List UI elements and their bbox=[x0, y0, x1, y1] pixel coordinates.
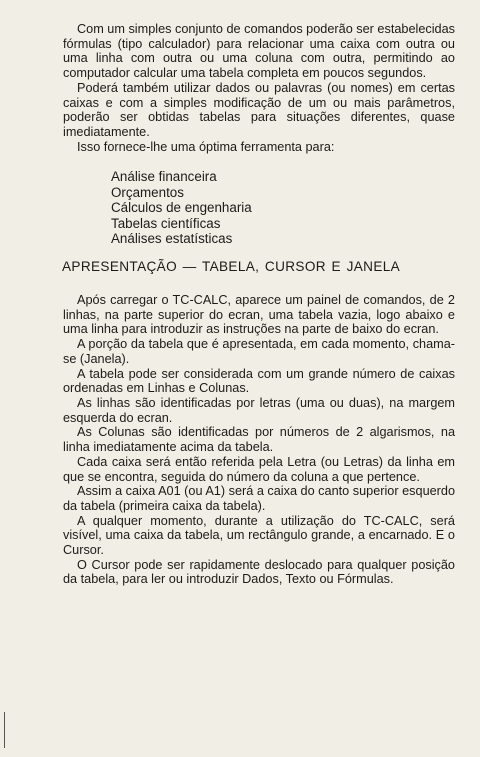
body-paragraph: A porção da tabela que é apresentada, em cada momento, chama-se (Janela). bbox=[63, 337, 455, 366]
intro-paragraph-1: Com um simples conjunto de comandos poderão ser estabelecidas fórmulas (tipo calculador) para relacionar uma caixa com outra ou uma linha com outra ou uma coluna com outra, permitindo ao computador calcular uma tabela completa em poucos segundos. bbox=[63, 22, 456, 81]
body-paragraph: A tabela pode ser considerada com um grande número de caixas ordenadas em Linhas e Colunas. bbox=[63, 366, 455, 396]
body-paragraph: Cada caixa será então referida pela Letra (ou Letras) da linha em que se encontra, seguida do número da coluna a que pertence. bbox=[63, 454, 455, 484]
body-paragraph: A qualquer momento, durante a utilização do TC-CALC, será visível, uma caixa da tabela, um rectângulo grande, a encarnado. E o Cursor. bbox=[63, 513, 455, 558]
list-item: Orçamentos bbox=[111, 184, 184, 200]
list-item: Análises estatísticas bbox=[111, 230, 233, 246]
section-title: APRESENTAÇÃO — TABELA, CURSOR E JANELA bbox=[62, 259, 401, 275]
list-item: Análise financeira bbox=[111, 169, 217, 185]
intro-paragraph-3: Isso fornece-lhe uma óptima ferramenta para: bbox=[77, 139, 335, 154]
document-page bbox=[63, 22, 455, 587]
page-edge-mark bbox=[4, 712, 5, 748]
uses-list bbox=[111, 169, 455, 246]
body-paragraph: O Cursor pode ser rapidamente deslocado para qualquer posição da tabela, para ler ou introduzir Dados, Texto ou Fórmulas. bbox=[63, 557, 455, 587]
list-item: Tabelas científicas bbox=[111, 215, 221, 231]
intro-paragraph-2: Poderá também utilizar dados ou palavras (ou nomes) em certas caixas e com a simples modificação de um ou mais parâmetros, poderão ser obtidas tabelas para situações diferentes, quase imediatamente. bbox=[63, 80, 455, 139]
list-item: Cálculos de engenharia bbox=[111, 200, 252, 216]
body-paragraph: As Colunas são identificadas por números de 2 algarismos, na linha imediatamente acima da tabela. bbox=[63, 425, 455, 455]
body-paragraph: Após carregar o TC-CALC, aparece um painel de comandos, de 2 linhas, na parte superior do ecran, uma tabela vazia, logo abaixo e uma linha para introduzir as instruções na parte de baixo do ecran. bbox=[63, 293, 455, 337]
body-paragraph: Assim a caixa A01 (ou A1) será a caixa do canto superior esquerdo da tabela (primeira caixa da tabela). bbox=[63, 484, 456, 513]
body-paragraph: As linhas são identificadas por letras (uma ou duas), na margem esquerda do ecran. bbox=[63, 395, 455, 425]
